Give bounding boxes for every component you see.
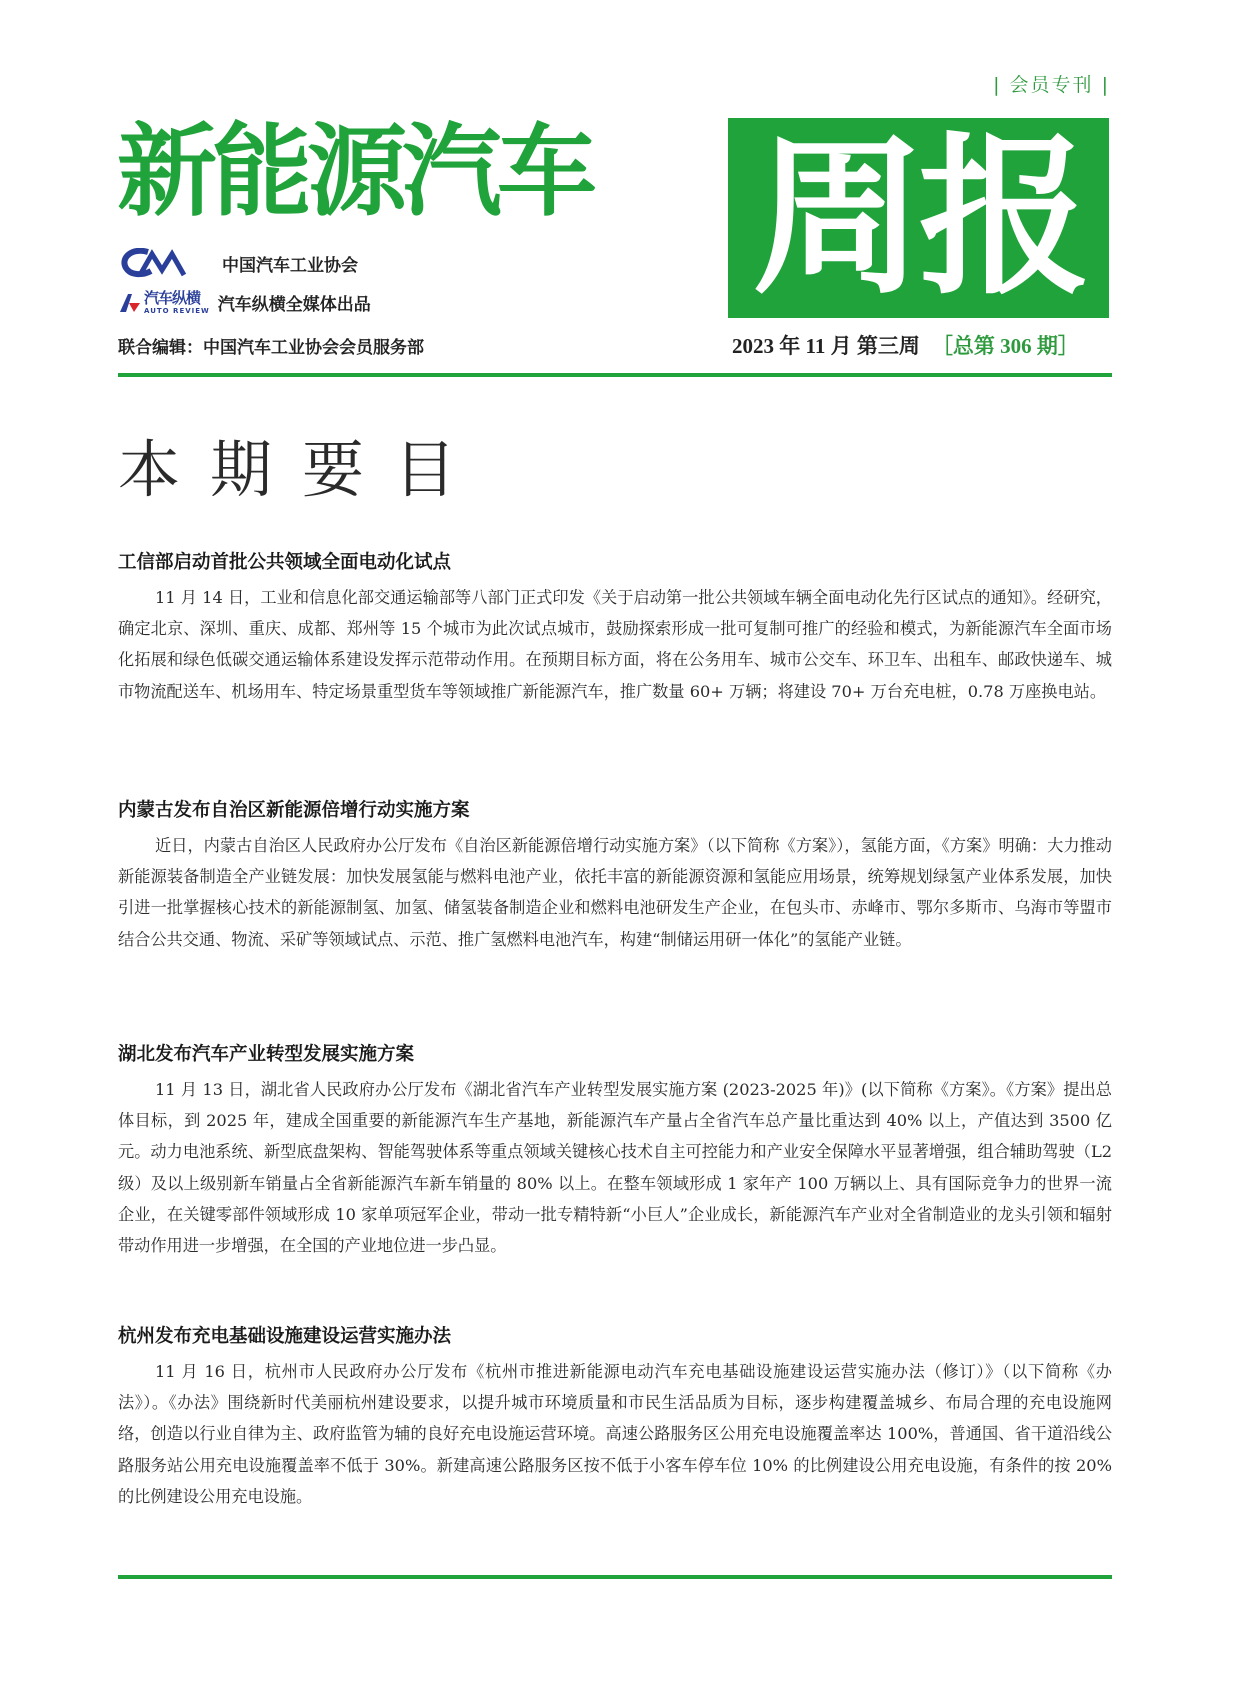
auto-review-logo — [118, 288, 210, 315]
org-auto-review-label: 汽车纵横全媒体出品 — [217, 295, 371, 315]
auto-review-mark-icon — [118, 292, 142, 314]
caam-logo-icon — [118, 248, 188, 278]
article — [118, 796, 1112, 955]
article — [118, 548, 1112, 707]
member-edition-tag: | 会员专刊 | — [993, 74, 1110, 96]
auto-review-logo-cn: 汽车纵横 — [144, 288, 201, 307]
article-title: 工信部启动首批公共领域全面电动化试点 — [118, 552, 452, 573]
article-body: 11 月 14 日，工业和信息化部交通运输部等八部门正式印发《关于启动第一批公共领域车辆全面电动化先行区试点的通知》。经研究，确定北京、深圳、重庆、成都、郑州等 15 个城市为此次试点城市，鼓励探索形成一批可复制可推广的经验和模式，为新能源汽车全面市场化拓展和绿色低碳交通运输体系建设发挥示范带动作用。在预期目标方面，将在公务用车、城市公交车、环卫车、出租车、邮政快递车、城市物流配送车、机场用车、特定场景重型货车等领域推广新能源汽车，推广数量 60+ 万辆；将建设 70+ 万台充电桩，0.78 万座换电站。 — [118, 588, 1112, 701]
org-caam — [118, 248, 358, 278]
article-body: 近日，内蒙古自治区人民政府办公厅发布《自治区新能源倍增行动实施方案》（以下简称《方案》），氢能方面，《方案》明确：大力推动新能源装备制造全产业链发展：加快发展氢能与燃料电池产业，依托丰富的新能源资源和氢能应用场景，统筹规划绿氢产业体系发展，加快引进一批掌握核心技术的新能源制氢、加氢、储氢装备制造企业和燃料电池研发生产企业，在包头市、赤峰市、鄂尔多斯市、乌海市等盟市结合公共交通、物流、采矿等领域试点、示范、推广氢燃料电池汽车，构建“制储运用研一体化”的氢能产业链。 — [118, 836, 1112, 949]
header-divider — [118, 373, 1112, 377]
article — [118, 1322, 1112, 1512]
article-title: 内蒙古发布自治区新能源倍增行动实施方案 — [118, 800, 470, 821]
article-body: 11 月 13 日，湖北省人民政府办公厅发布《湖北省汽车产业转型发展实施方案 (2023-2025 年)》(以下简称《方案》。《方案》提出总体目标，到 2025 年，建成全国重要的新能源汽车生产基地，新能源汽车产量占全省汽车总产量比重达到 40% 以上，产值达到 3500 亿元。动力电池系统、新型底盘架构、智能驾驶体系等重点领域关键核心技术自主可控能力和产业安全保障水平显著增强，组合辅助驾驶（L2 级）及以上级别新车销量占全省新能源汽车新车销量的 80% 以上。在整车领域形成 1 家年产 100 万辆以上、具有国际竞争力的世界一流企业，在关键零部件领域形成 10 家单项冠军企业，带动一批专精特新“小巨人”企业成长，新能源汽车产业对全省制造业的龙头引领和辐射带动作用进一步增强，在全国的产业地位进一步凸显。 — [118, 1080, 1112, 1256]
auto-review-logo-en: AUTO REVIEW — [144, 306, 210, 315]
weekly-badge: 周报 — [728, 118, 1109, 318]
footer-divider — [118, 1575, 1112, 1579]
masthead-title: 新能源汽车 — [117, 113, 592, 230]
article-body: 11 月 16 日，杭州市人民政府办公厅发布《杭州市推进新能源电动汽车充电基础设施建设运营实施办法（修订）》（以下简称《办法》）。《办法》围绕新时代美丽杭州建设要求，以提升城市环境质量和市民生活品质为目标，逐步构建覆盖城乡、布局合理的充电设施网络，创造以行业自律为主、政府监管为辅的良好充电设施运营环境。高速公路服务区公用充电设施覆盖率达 100%，普通国、省干道沿线公路服务站公用充电设施覆盖率不低于 30%。新建高速公路服务区按不低于小客车停车位 10% 的比例建设公用充电设施，有条件的按 20% 的比例建设公用充电设施。 — [118, 1362, 1112, 1506]
article — [118, 1040, 1112, 1261]
org-caam-label: 中国汽车工业协会 — [222, 255, 358, 276]
issue-total: ［总第 306 期］ — [931, 334, 1079, 358]
org-auto-review — [118, 290, 371, 315]
issue-info — [732, 330, 1079, 360]
article-title: 湖北发布汽车产业转型发展实施方案 — [118, 1044, 415, 1065]
article-title: 杭州发布充电基础设施建设运营实施办法 — [118, 1326, 452, 1347]
issue-date: 2023 年 11 月 第三周 — [732, 334, 920, 358]
joint-editor: 联合编辑：中国汽车工业协会会员服务部 — [118, 338, 424, 358]
toc-title: 本期要目 — [118, 433, 487, 506]
